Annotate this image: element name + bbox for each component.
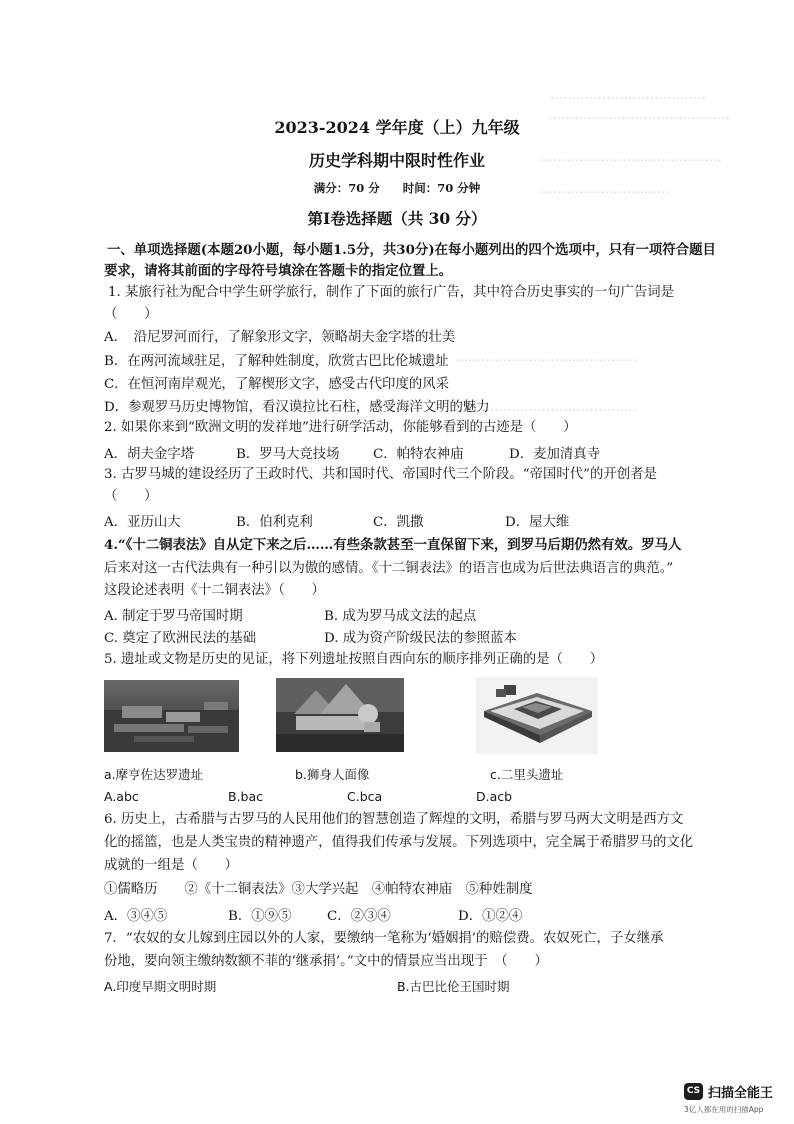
- instructions-line-2: 要求，请将其前面的字母符号填涂在答题卡的指定位置上。: [104, 263, 453, 279]
- section-title: 第Ⅰ卷选择题（共 30 分）: [307, 209, 487, 228]
- q2-option-a: A．胡夫金字塔: [104, 447, 195, 462]
- q2-option-d: D．麦加清真寺: [509, 447, 601, 462]
- q2-option-b: B．罗马大竞技场: [236, 447, 340, 462]
- q7-option-a: A.印度早期文明时期: [104, 979, 217, 994]
- q4-stem-2: 后来对这一古代法典有一种引以为傲的感情。《十二铜表法》的语言也成为后世法典语言的典范。”: [104, 561, 674, 576]
- q6-items: ①儒略历 ②《十二铜表法》③大学兴起 ④帕特农神庙 ⑤种姓制度: [104, 882, 533, 897]
- bleed-through-text: ……………………………………: [455, 400, 637, 415]
- exam-year-title: 2023-2024 学年度（上）九年级: [274, 118, 520, 137]
- q5-stem: 5. 遗址或文物是历史的见证，将下列遗址按照自西向东的顺序排列正确的是（ ）: [104, 652, 604, 667]
- q2-stem: 2. 如果你来到“欧洲文明的发祥地”进行研学活动，你能够看到的古迹是（ ）: [104, 420, 577, 435]
- q3-option-b: B．伯利克利: [236, 515, 313, 530]
- sphinx-photo: [276, 678, 404, 752]
- q3-option-a: A．亚历山大: [104, 515, 181, 530]
- erlitou-model-photo: [476, 677, 598, 754]
- q6-option-a: A．③④⑤: [104, 909, 168, 924]
- instructions-line-1: 一、单项选择题(本题20小题，每小题1.5分，共30分)在每小题列出的四个选项中，只有一项符合题目: [107, 242, 716, 258]
- q2-option-c: C．帕特农神庙: [373, 447, 464, 462]
- bleed-through-text: ……………………………………: [540, 150, 722, 165]
- q4-stem-3: 这段论述表明《十二铜表法》（ ）: [104, 583, 325, 598]
- q7-stem-1: 7．“农奴的女儿嫁到庄园以外的人家，要缴纳一笔称为‘婚姻捐’的赔偿费。农奴死亡，子女继承: [104, 931, 664, 946]
- q6-option-b: B．①⑨⑤: [228, 909, 292, 924]
- q4-option-a: A. 制定于罗马帝国时期: [104, 609, 243, 624]
- bleed-through-text: …………………………: [540, 182, 670, 197]
- q4-option-c: C. 奠定了欧洲民法的基础: [104, 631, 257, 646]
- q4-stem-1: 4.“《十二铜表法》自从定下来之后……有些条款甚至一直保留下来，到罗马后期仍然有效。罗马人: [104, 537, 682, 553]
- exam-subject-title: 历史学科期中限时性作业: [308, 151, 485, 170]
- mohenjo-daro-photo: [104, 680, 239, 752]
- q1-option-c: C．在恒河南岸观光，了解楔形文字，感受古代印度的风采: [104, 377, 450, 392]
- q5-option-c: C.bca: [347, 789, 383, 804]
- q5-option-d: D.acb: [476, 789, 513, 804]
- bleed-through-text: ………………………………: [550, 88, 706, 103]
- q5-caption-b: b.狮身人面像: [295, 767, 370, 782]
- q5-option-a: A.abc: [104, 789, 139, 804]
- q3-answer-blank: （ ）: [104, 489, 158, 504]
- q1-option-a: A． 沿尼罗河而行，了解象形文字，领略胡夫金字塔的壮美: [104, 330, 456, 345]
- bleed-through-text: ……………………………………: [455, 350, 637, 365]
- q1-option-d: D．参观罗马历史博物馆，看汉谟拉比石柱，感受海洋文明的魅力: [104, 400, 490, 415]
- q7-option-b: B.古巴比伦王国时期: [397, 979, 510, 994]
- q7-stem-2: 份地，要向领主缴纳数额不菲的‘继承捐’。”文中的情景应当出现于 （ ）: [104, 954, 548, 969]
- q6-option-d: D．①②④: [458, 909, 523, 924]
- q6-stem-1: 6. 历史上，古希腊与古罗马的人民用他们的智慧创造了辉煌的文明，希腊与罗马两大文明是西方文: [104, 812, 684, 827]
- scanner-app-name: 扫描全能王: [708, 1086, 774, 1101]
- q4-option-b: B. 成为罗马成文法的起点: [324, 609, 477, 624]
- q1-stem: 1. 某旅行社为配合中学生研学旅行，制作了下面的旅行广告，其中符合历史事实的一句广告词是: [108, 285, 675, 300]
- q3-option-d: D．屋大维: [505, 515, 570, 530]
- q3-option-c: C．凯撒: [373, 515, 424, 530]
- q5-caption-a: a.摩亨佐达罗遗址: [104, 767, 204, 782]
- q5-option-b: B.bac: [228, 789, 264, 804]
- q6-option-c: C．②③④: [327, 909, 391, 924]
- scanner-logo-icon: CS: [684, 1083, 703, 1100]
- score-time-line: 满分：70 分 时间：70 分钟: [313, 181, 481, 195]
- q4-option-d: D. 成为资产阶级民法的参照蓝本: [324, 631, 517, 646]
- scanner-app-tagline: 3亿人都在用的扫描App: [684, 1105, 764, 1114]
- q5-caption-c: c.二里头遗址: [490, 767, 564, 782]
- bleed-through-text: ……………………………………: [548, 108, 730, 123]
- q6-stem-2: 化的摇篮，也是人类宝贵的精神遗产，值得我们传承与发展。下列选项中，完全属于希腊罗马的文化: [104, 835, 694, 850]
- q1-answer-blank: （ ）: [104, 307, 158, 322]
- q1-option-b: B．在两河流域驻足，了解种姓制度，欣赏古巴比伦城遗址: [104, 354, 449, 369]
- q6-stem-3: 成就的一组是（ ）: [104, 858, 238, 873]
- q3-stem: 3. 古罗马城的建设经历了王政时代、共和国时代、帝国时代三个阶段。“帝国时代”的开创者是: [104, 467, 657, 482]
